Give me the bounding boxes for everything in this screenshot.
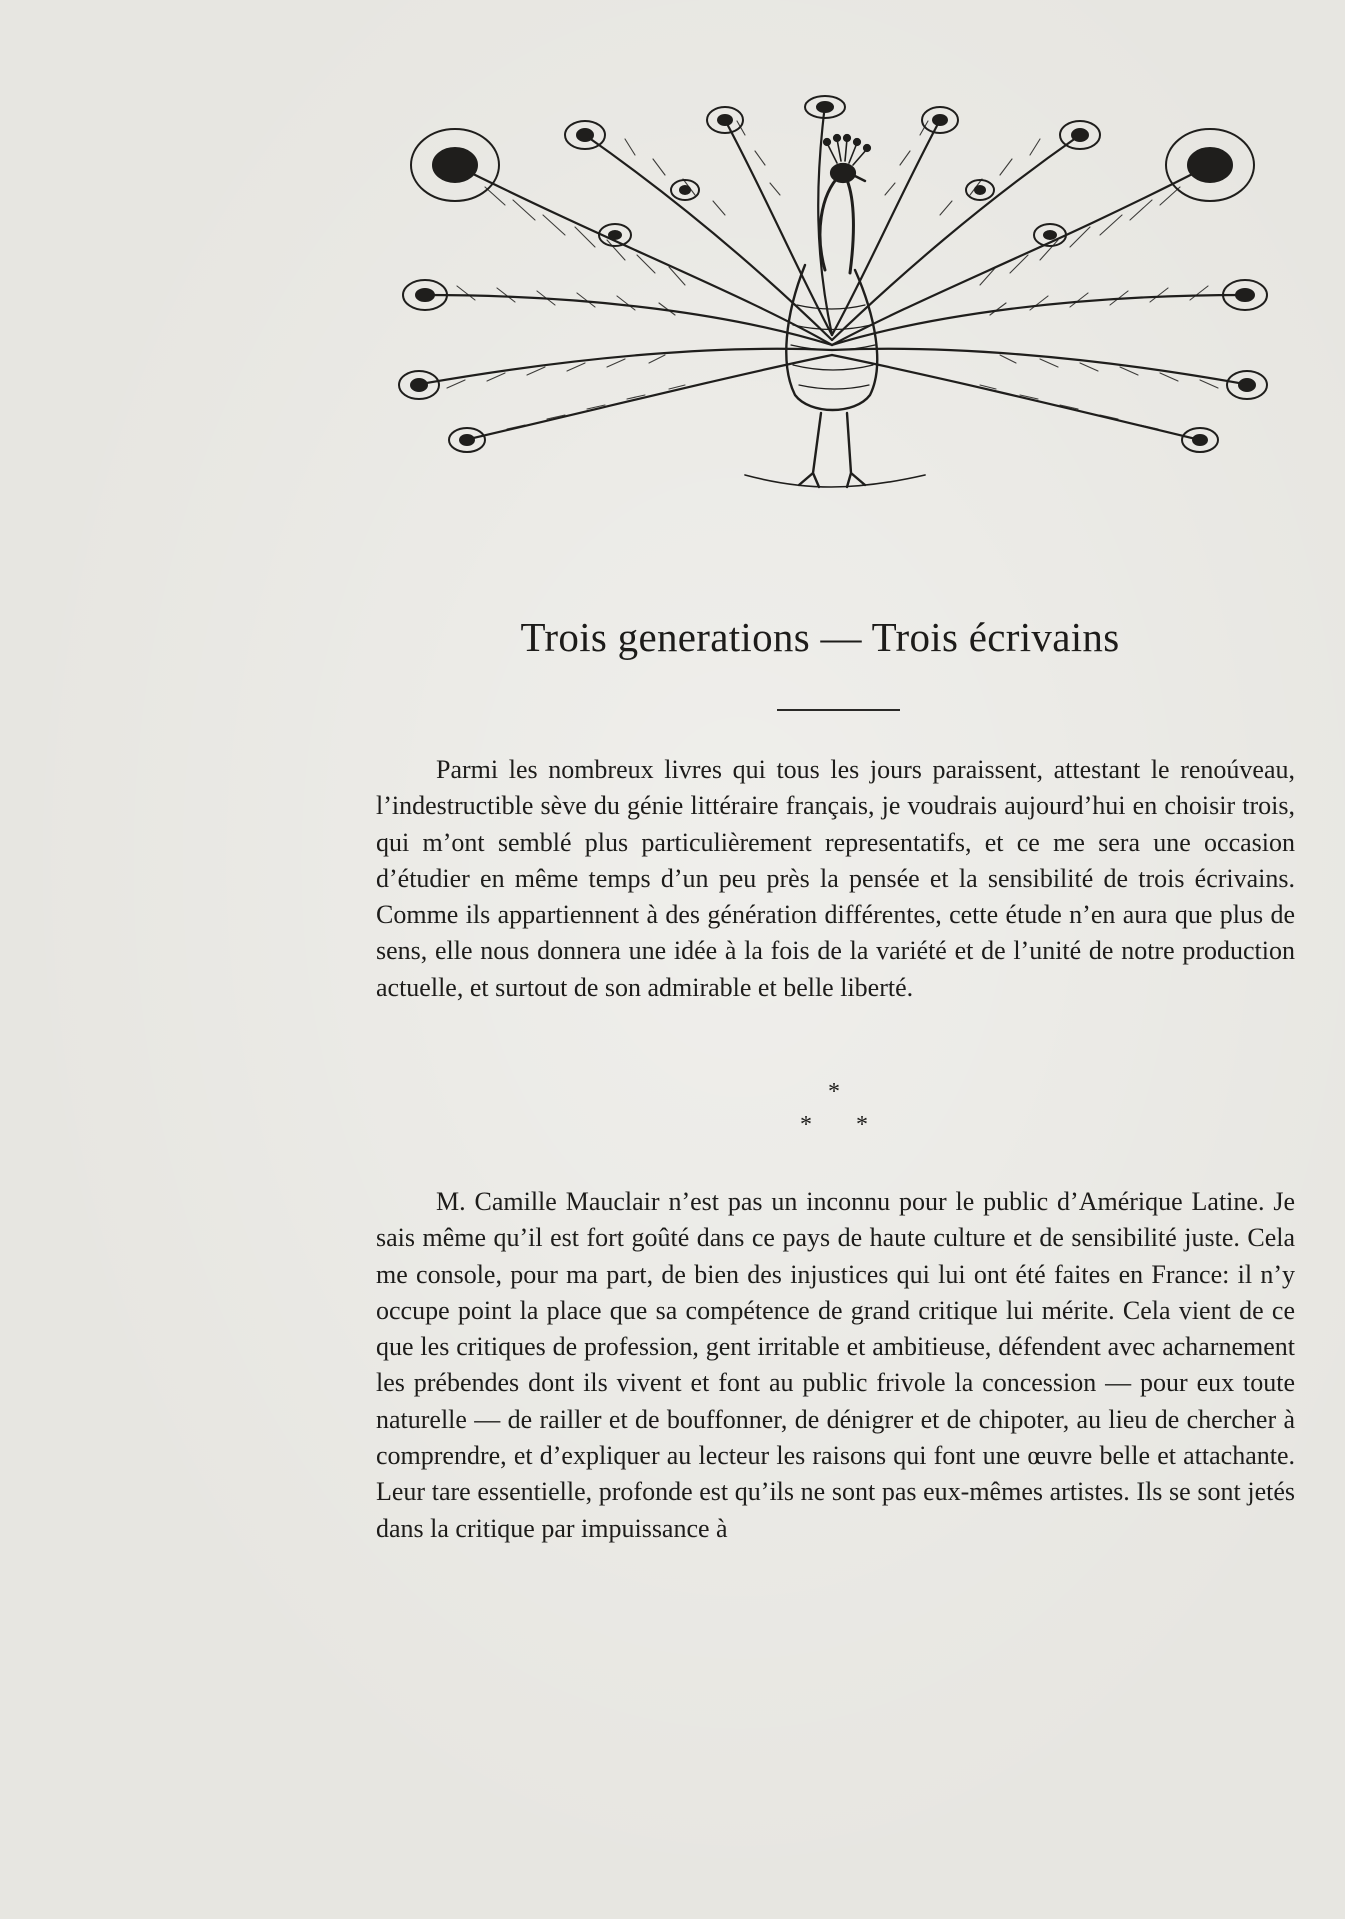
paragraph-text: Parmi les nombreux livres qui tous les jours paraissent, attestant le renoúveau, l’indestructible sève du génie littéraire français, je voudrais aujourd’hui en choisir trois, qui m’ont semblé plus particulièrement representatifs, et ce me sera une occasion d’étudier en même temps d’un peu près la pensée et la sensibilité de trois écrivains. Comme ils appartiennent à des génération différentes, cette étude n’en aura que plus de sens, elle nous donnera une idée à la fois de la variété et de l’unité de notre production actuelle, et surtout de son admirable et belle liberté. (376, 755, 1295, 1002)
article-title: Trois generations — Trois écrivains (520, 614, 1120, 660)
separator-star: * (828, 1079, 840, 1105)
body-paragraph (376, 752, 1295, 1006)
title-divider (777, 709, 900, 711)
peacock-icon (385, 95, 1280, 515)
separator-star: * (856, 1112, 868, 1138)
body-paragraph (376, 1184, 1295, 1547)
paragraph-text: M. Camille Mauclair n’est pas un inconnu pour le public d’Amérique Latine. Je sais même qu’il est fort goûté dans ce pays de haute culture et de sensibilité juste. Cela me console, pour ma part, de bien des injustices qui lui ont été faites en France: il n’y occupe point la place que sa compétence de grand critique lui mérite. Cela vient de ce que les critiques de profession, gent irritable et ambitieuse, défendent avec acharnement les prébendes dont ils vivent et font au public frivole la concession — pour eux toute naturelle — de railler et de bouffonner, de dénigrer et de chipoter, au lieu de chercher à comprendre, et d’expliquer au lecteur les raisons qui font une œuvre belle et attachante. Leur tare essentielle, profonde est qu’ils ne sont pas eux-mêmes artistes. Ils se sont jetés dans la critique par impuissance à (376, 1187, 1295, 1543)
section-separator (790, 1080, 890, 1140)
separator-star: * (800, 1112, 812, 1138)
